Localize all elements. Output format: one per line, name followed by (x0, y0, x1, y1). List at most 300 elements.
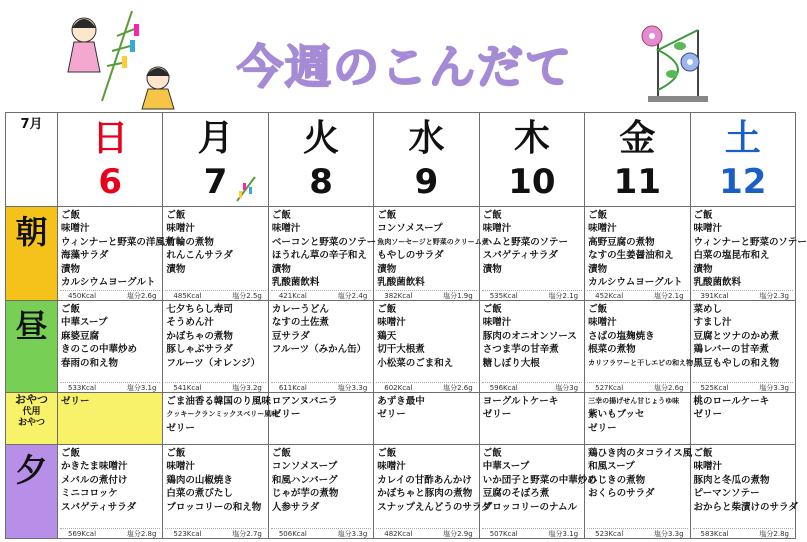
nutrition-info (693, 290, 793, 300)
menu-item: 漬物 (588, 263, 608, 275)
oyatsu-list (585, 393, 689, 435)
hiru-cell (585, 301, 694, 393)
nutrition-info (271, 528, 371, 538)
day-number: 9 (414, 162, 439, 202)
menu-item: ご飯 (166, 448, 186, 459)
menu-cell-content (585, 445, 693, 538)
nutrition-info (165, 528, 265, 538)
menu-item: じゃが芋の煮物 (271, 488, 339, 500)
nutrition-info (165, 382, 265, 392)
day-header-thu (479, 113, 584, 207)
menu-item: 竹輪の煮物 (166, 236, 214, 248)
menu-item: さばの塩麹焼き (588, 330, 655, 342)
day-name: 土 (724, 118, 761, 159)
salt-value: 塩分2.7g (232, 530, 262, 538)
day-name: 月 (197, 118, 234, 159)
asa-row (6, 207, 796, 301)
menu-item: 麻婆豆腐 (61, 330, 100, 342)
menu-item: れんこんサラダ (166, 250, 233, 262)
daiyou-oyatsu-item: ゼリー (61, 396, 90, 407)
menu-item: ウィンナーと野菜の洋風煮 (61, 236, 175, 248)
asa-cell (479, 207, 584, 301)
oyatsu-list (163, 393, 279, 435)
day-number: 7 (203, 162, 228, 202)
menu-item: スパゲティサラダ (482, 250, 558, 262)
salt-value: 塩分3.1g (126, 384, 157, 392)
menu-item-list (163, 445, 267, 514)
menu-item: ベーコンと野菜のソテー (271, 236, 377, 248)
menu-cell-content (58, 207, 175, 300)
day-header-sun (58, 113, 163, 207)
salt-value: 塩分2.3g (759, 292, 789, 300)
menu-cell-content (58, 445, 162, 538)
menu-item-list (585, 445, 693, 501)
menu-item: 白菜の塩昆布和え (693, 250, 770, 262)
salt-value: 塩分3.3g (337, 384, 368, 392)
menu-item-list (58, 301, 162, 370)
menu-item: 鶏ひき肉のタコライス風 (588, 448, 693, 459)
menu-item: 豆腐とツナのかめ煮 (693, 330, 780, 342)
meal-label-text: 昼 (15, 307, 48, 345)
meal-label-text: おやつ (15, 393, 48, 406)
oyatsu-cell (374, 393, 479, 445)
nutrition-info (693, 528, 793, 538)
menu-item: スナップえんどうのサラダ (377, 501, 491, 513)
menu-item: 味噌汁 (377, 461, 406, 473)
oyatsu-item: 紫いもブッセ (588, 409, 645, 421)
meal-label-text: 夕 (15, 451, 48, 489)
oyatsu-cell (585, 393, 690, 445)
menu-cell-content (58, 301, 162, 392)
asa-cell (690, 207, 807, 301)
menu-cell-content (269, 301, 373, 392)
menu-item-list (585, 207, 689, 289)
yu-cell (585, 445, 693, 539)
hiru-cell (268, 301, 373, 393)
oyatsu-list (58, 393, 162, 408)
hiru-cell (374, 301, 479, 393)
meal-label-asa (6, 207, 58, 301)
nutrition-info (482, 528, 582, 538)
nutrition-info (376, 290, 476, 300)
menu-item-list (269, 301, 373, 357)
menu-item: カレイの甘酢あんかけ (377, 474, 472, 486)
menu-item-list (480, 445, 597, 514)
daiyou-oyatsu-item: ゼリー (377, 409, 406, 421)
oyatsu-cell (163, 393, 279, 445)
day-header-tue (268, 113, 373, 207)
menu-item: 黒豆もやしの和え物 (693, 357, 780, 369)
menu-item: ほうれん草の辛子和え (271, 250, 367, 262)
menu-item: ブロッコリーの和え物 (166, 501, 262, 513)
menu-item: 七夕ちらし寿司 (166, 304, 233, 315)
nutrition-info (60, 528, 160, 538)
menu-item: ご飯 (61, 304, 81, 315)
menu-item: 和風スープ (588, 461, 635, 473)
menu-item: なすの生姜醤油和え (588, 250, 674, 262)
menu-item: 漬物 (166, 263, 186, 275)
menu-item: フルーツ（みかん缶） (271, 344, 367, 356)
oyatsu-list (691, 393, 795, 422)
menu-item-list (269, 207, 377, 289)
menu-item: カルシウムヨーグルト (61, 277, 156, 289)
nutrition-info (165, 290, 265, 300)
menu-item-list (691, 301, 795, 370)
menu-item: メバルの煮付け (61, 474, 128, 486)
menu-item: カルシウムヨーグルト (588, 277, 683, 289)
menu-item: 豆腐のそぼろ煮 (482, 488, 550, 500)
menu-item: 鶏肉の山椒焼き (166, 474, 233, 486)
day-number: 11 (613, 162, 661, 202)
salt-value: 塩分2.1g (548, 292, 579, 300)
salt-value: 塩分2.6g (443, 384, 473, 392)
day-number: 8 (309, 162, 333, 202)
menu-cell-content (691, 445, 798, 538)
menu-item-list (58, 207, 175, 289)
menu-item: そうめん汁 (166, 317, 214, 329)
menu-item: 豆サラダ (271, 330, 310, 342)
menu-cell-content (691, 301, 795, 392)
menu-item: 小松菜のごま和え (377, 357, 454, 369)
calorie-value: 596Kcal (489, 384, 518, 392)
menu-item-list (374, 445, 491, 514)
menu-item: 白菜の煮びたし (166, 488, 233, 500)
menu-item: きのこの中華炒め (61, 344, 138, 356)
menu-item: 豚肉と冬瓜の煮物 (693, 474, 770, 486)
salt-value: 塩分3.3g (653, 530, 684, 538)
menu-item: コンソメスープ (271, 461, 338, 473)
menu-item: 味噌汁 (588, 317, 617, 329)
menu-item: ご飯 (271, 448, 291, 459)
oyatsu-row (6, 393, 796, 445)
hiru-row (6, 301, 796, 393)
oyatsu-item: ごま油香る韓国のり風味 (166, 396, 271, 407)
calorie-value: 535Kcal (489, 292, 518, 300)
menu-item: 鶏レバーの甘辛煮 (693, 344, 769, 356)
menu-item: ご飯 (166, 210, 186, 221)
morning-glory-illustration (628, 10, 728, 106)
oyatsu-item: あずき最中 (377, 396, 425, 407)
daiyou-oyatsu-item: ゼリー (588, 422, 617, 434)
nutrition-info (482, 382, 582, 392)
menu-cell-content (691, 207, 807, 300)
menu-item: 味噌汁 (693, 223, 723, 235)
menu-item-list (480, 301, 584, 370)
yu-cell (58, 445, 163, 539)
daiyou-oyatsu-item: ゼリー (482, 409, 512, 421)
salt-value: 塩分3.2g (232, 384, 262, 392)
calorie-value: 583Kcal (700, 530, 729, 538)
menu-item: ご飯 (61, 210, 81, 221)
calorie-value: 523Kcal (595, 530, 624, 538)
menu-item: いか団子と野菜の中華炒め (482, 474, 597, 486)
day-number: 10 (508, 162, 556, 202)
salt-value: 塩分2.9g (443, 530, 473, 538)
day-name: 日 (92, 118, 129, 159)
menu-cell-content (163, 207, 267, 300)
menu-cell-content (269, 207, 377, 300)
calorie-value: 452Kcal (595, 292, 624, 300)
menu-item-list (269, 445, 373, 514)
nutrition-info (271, 290, 371, 300)
salt-value: 塩分3g (555, 384, 579, 392)
menu-item: ウィンナーと野菜のソテー (693, 236, 807, 248)
salt-value: 塩分2.5g (232, 292, 262, 300)
menu-item: すまし汁 (693, 317, 732, 329)
tanabata-children-illustration (62, 6, 182, 110)
calorie-value: 485Kcal (173, 292, 202, 300)
menu-item: 味噌汁 (377, 317, 406, 329)
nutrition-info (482, 290, 582, 300)
hiru-cell (690, 301, 795, 393)
menu-item: 乳酸菌飲料 (271, 277, 320, 289)
menu-cell-content (585, 207, 689, 300)
menu-item: 漬物 (271, 263, 291, 275)
menu-item: ひじきの煮物 (588, 474, 646, 486)
day-name: 金 (619, 118, 656, 159)
menu-item: ご飯 (693, 210, 713, 221)
menu-item: 中華スープ (61, 317, 108, 329)
day-number: 6 (98, 162, 123, 202)
meal-label-hiru (6, 301, 58, 393)
menu-item: 漬物 (61, 263, 81, 275)
menu-item: 漬物 (482, 263, 502, 275)
nutrition-info (587, 382, 687, 392)
calorie-value: 506Kcal (278, 530, 307, 538)
menu-item: ご飯 (588, 210, 608, 221)
oyatsu-list (480, 393, 584, 422)
menu-item: ハムと野菜のソテー (482, 236, 568, 248)
menu-item-list (374, 207, 489, 289)
oyatsu-item: 桃のロールケーキ (693, 396, 770, 407)
menu-item: かぼちゃの煮物 (166, 330, 233, 342)
menu-cell-content (480, 301, 584, 392)
menu-item: 根菜の煮物 (588, 344, 636, 356)
menu-item: ご飯 (482, 448, 502, 459)
menu-item: 味噌汁 (482, 317, 512, 329)
menu-cell-content (480, 445, 597, 538)
menu-item: ご飯 (377, 304, 397, 315)
menu-item: コンソメスープ (377, 223, 443, 235)
menu-item: かきたま味噌汁 (61, 461, 128, 473)
menu-item: おくらのサラダ (588, 488, 655, 500)
yu-cell (690, 445, 798, 539)
menu-item: ご飯 (377, 448, 397, 459)
calorie-value: 382Kcal (384, 292, 413, 300)
nutrition-info (693, 382, 793, 392)
menu-item: ご飯 (271, 210, 291, 221)
menu-cell-content (163, 301, 267, 392)
asa-cell (374, 207, 489, 301)
menu-item: 乳酸菌飲料 (377, 277, 425, 289)
menu-item: ご飯 (693, 448, 713, 459)
menu-item: 味噌汁 (271, 223, 301, 235)
meal-label-oyatsu (6, 393, 58, 445)
menu-cell-content (480, 207, 584, 300)
yu-cell (268, 445, 373, 539)
menu-item: ご飯 (588, 304, 608, 315)
menu-item: 乳酸菌飲料 (693, 277, 742, 289)
page-title: 今週のこんだて (237, 40, 573, 94)
menu-item: カリフラワーと干しエビの和え物 (588, 358, 694, 367)
salt-value: 塩分3.3g (337, 530, 368, 538)
oyatsu-cell (268, 393, 373, 445)
hiru-cell (163, 301, 268, 393)
menu-item: 春雨の和え物 (61, 357, 119, 369)
daiyou-oyatsu-item: ゼリー (271, 409, 301, 421)
calorie-value: 421Kcal (278, 292, 307, 300)
menu-item: 中華スープ (482, 461, 530, 473)
salt-value: 塩分3.3g (759, 384, 789, 392)
menu-item: ご飯 (482, 304, 502, 315)
menu-item: ご飯 (61, 448, 81, 459)
menu-item: 和風ハンバーグ (271, 474, 338, 486)
day-name: 水 (408, 118, 445, 159)
asa-cell (585, 207, 690, 301)
menu-cell-content (374, 301, 478, 392)
menu-item: 糖しぼり大根 (482, 357, 540, 369)
calorie-value: 450Kcal (68, 292, 97, 300)
oyatsu-item: 三幸の揚げせん甘じょうゆ味 (588, 397, 680, 405)
hiru-cell (58, 301, 163, 393)
menu-item: おからと柴漬けのサラダ (693, 501, 798, 513)
calorie-value: 533Kcal (68, 384, 97, 392)
day-header-mon (163, 113, 268, 207)
menu-cell-content (374, 207, 489, 300)
menu-item: 味噌汁 (588, 223, 617, 235)
nutrition-info (587, 290, 687, 300)
menu-item: 味噌汁 (166, 223, 195, 235)
month-label: 7月 (6, 113, 58, 207)
daiyou-label: 代用 (22, 407, 41, 417)
menu-item: カレーうどん (271, 304, 329, 315)
day-header-sat (690, 113, 795, 207)
menu-cell-content (163, 445, 267, 538)
salt-value: 塩分2.8g (759, 530, 789, 538)
calorie-value: 602Kcal (384, 384, 413, 392)
asa-cell (58, 207, 175, 301)
menu-item-list (374, 301, 478, 370)
menu-item: 魚肉ソーセージと野菜のクリーム煮 (377, 237, 489, 246)
menu-item: 豚しゃぶサラダ (166, 344, 233, 356)
menu-item-list (480, 207, 584, 276)
oyatsu-cell (479, 393, 584, 445)
salt-value: 塩分3.1g (548, 530, 579, 538)
menu-item-list (163, 301, 267, 370)
daiyou-oyatsu-item: ゼリー (166, 422, 195, 434)
menu-item: さつま芋の甘辛煮 (482, 344, 559, 356)
asa-cell (268, 207, 377, 301)
menu-item-list (585, 301, 694, 370)
menu-item: 漬物 (693, 263, 713, 275)
oyatsu-list (269, 393, 373, 422)
calorie-value: 391Kcal (700, 292, 729, 300)
salt-value: 塩分2.6g (653, 384, 684, 392)
yu-row (6, 445, 796, 539)
menu-cell-content (585, 301, 694, 392)
calorie-value: 611Kcal (278, 384, 307, 392)
nutrition-info (376, 528, 476, 538)
nutrition-info (60, 290, 160, 300)
salt-value: 塩分2.4g (337, 292, 368, 300)
hiru-cell (479, 301, 584, 393)
day-header-fri (585, 113, 690, 207)
day-header-row (6, 113, 796, 207)
calorie-value: 569Kcal (68, 530, 97, 538)
day-header-wed (374, 113, 479, 207)
calorie-value: 527Kcal (595, 384, 624, 392)
salt-value: 塩分2.8g (126, 530, 157, 538)
oyatsu-cell (58, 393, 163, 445)
header (0, 0, 800, 112)
calorie-value: 482Kcal (384, 530, 413, 538)
menu-item: フルーツ（オレンジ） (166, 357, 261, 369)
nutrition-info (376, 382, 476, 392)
oyatsu-item: ヨーグルトケーキ (482, 396, 559, 407)
menu-item: もやしのサラダ (377, 250, 444, 262)
daiyou-oyatsu-item: ゼリー (693, 409, 723, 421)
salt-value: 塩分1.9g (443, 292, 473, 300)
yu-cell (479, 445, 597, 539)
menu-item: ご飯 (377, 210, 397, 221)
nutrition-info (271, 382, 371, 392)
menu-item: 味噌汁 (61, 223, 90, 235)
bamboo-decoration-icon (231, 175, 263, 203)
oyatsu-cell (690, 393, 795, 445)
yu-cell (374, 445, 491, 539)
menu-cell-content (269, 445, 373, 538)
weekly-menu-table (5, 112, 807, 539)
menu-item: 味噌汁 (166, 461, 195, 473)
oyatsu-item: クッキークランミックスベリー風味 (166, 410, 279, 419)
yu-cell (163, 445, 268, 539)
menu-item: なすの土佐煮 (271, 317, 329, 329)
menu-item-list (163, 207, 267, 276)
calorie-value: 507Kcal (489, 530, 518, 538)
daiyou-label-oyatsu: おやつ (17, 418, 45, 428)
menu-item: ご飯 (482, 210, 502, 221)
nutrition-info (60, 382, 160, 392)
day-name: 木 (513, 118, 550, 159)
menu-item: かぼちゃと豚肉の煮物 (377, 488, 473, 500)
meal-label-yu (6, 445, 58, 539)
menu-item: 菜めし (693, 304, 723, 315)
asa-cell (163, 207, 268, 301)
menu-item-list (58, 445, 162, 514)
menu-item: 味噌汁 (693, 461, 723, 473)
menu-item: 鶏天 (377, 330, 397, 342)
oyatsu-list (374, 393, 478, 422)
calorie-value: 541Kcal (173, 384, 202, 392)
salt-value: 塩分2.6g (126, 292, 157, 300)
calorie-value: 525Kcal (700, 384, 729, 392)
salt-value: 塩分2.1g (653, 292, 684, 300)
menu-item: スパゲティサラダ (61, 501, 137, 513)
menu-item: 味噌汁 (482, 223, 512, 235)
oyatsu-item: ロアンヌバニラ (271, 396, 338, 407)
menu-item-list (691, 445, 798, 514)
menu-item-list (691, 207, 807, 289)
menu-item: 豚肉のオニオンソース (482, 330, 577, 342)
menu-item: ミニコロッケ (61, 488, 118, 500)
menu-item: 高野豆腐の煮物 (588, 236, 655, 248)
menu-item: ブロッコリーのナムル (482, 501, 578, 513)
nutrition-info (587, 528, 687, 538)
menu-item: 海藻サラダ (61, 250, 109, 262)
menu-item: 人参サラダ (271, 501, 320, 513)
day-number: 12 (719, 162, 767, 202)
menu-item: ピーマンソテー (693, 488, 760, 500)
